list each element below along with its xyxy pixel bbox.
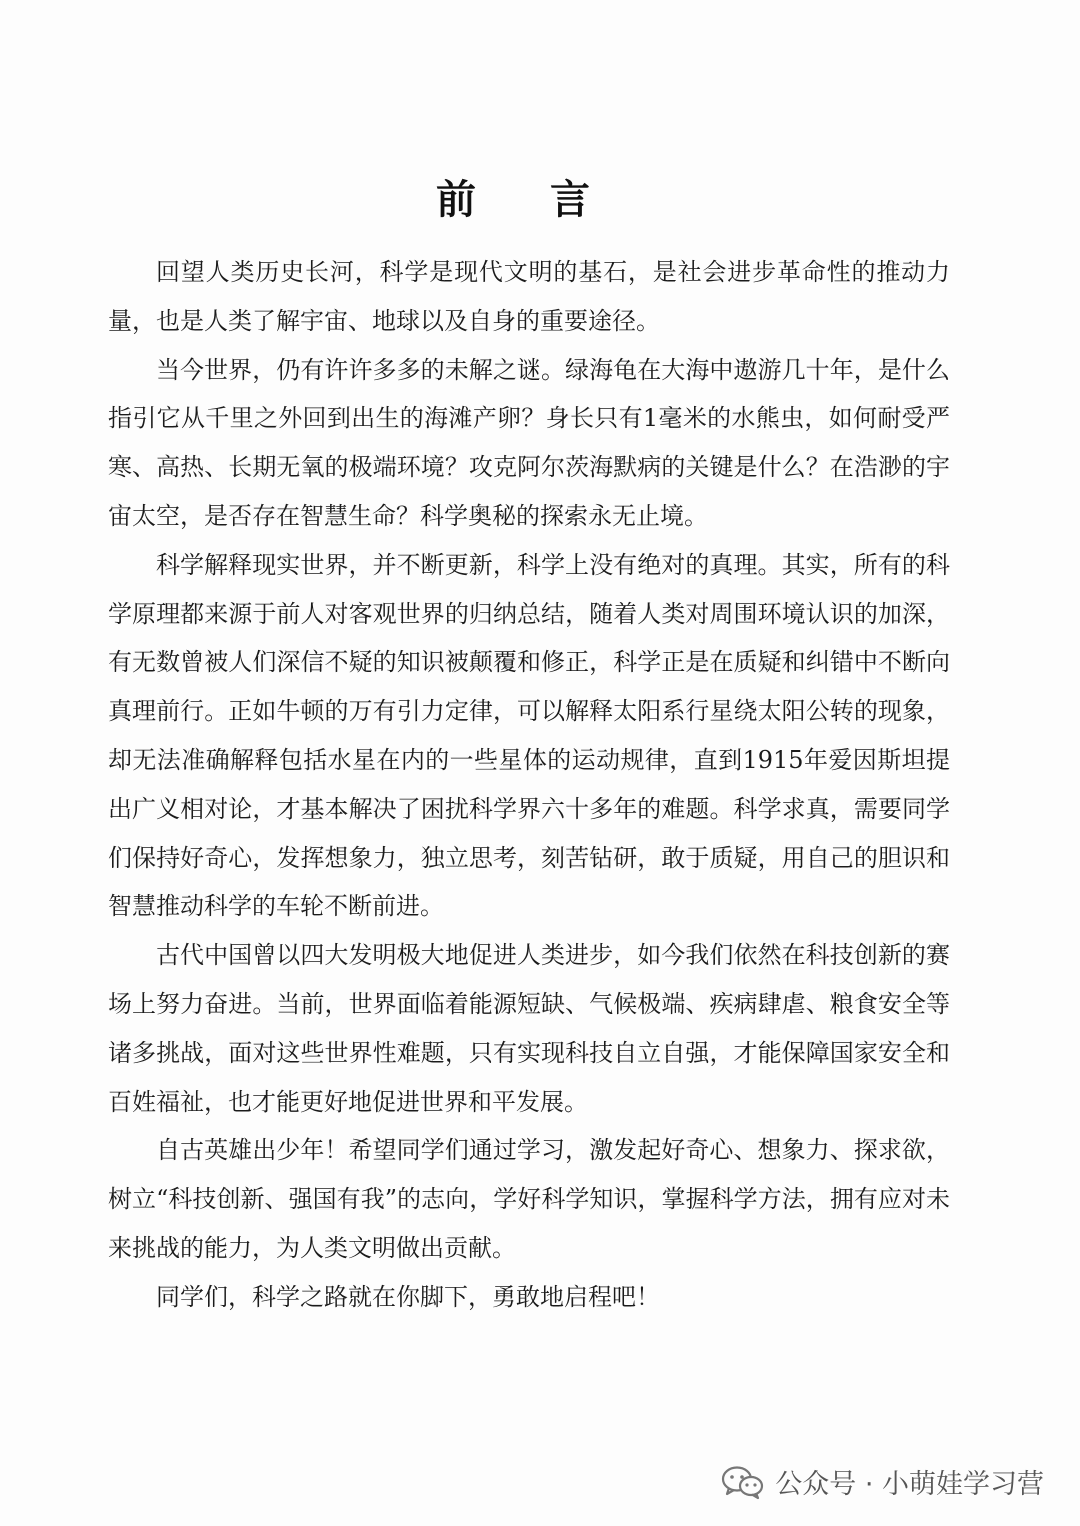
page-title: 前 言 [436, 177, 620, 223]
watermark-text: 公众号 · 小萌娃学习营 [775, 1469, 1044, 1500]
paragraph: 回望人类历史长河，科学是现代文明的基石，是社会进步革命性的推动力量，也是人类了解宇宙、地球以及自身的重要途径。 [108, 258, 950, 335]
paragraph: 古代中国曾以四大发明极大地促进人类进步，如今我们依然在科技创新的赛场上努力奋进。当前，世界面临着能源短缺、气候极端、疾病肆虐、粮食安全等诸多挑战，面对这些世界性难题，只有实现科技自立自强，才能保障国家安全和百姓福祉，也才能更好地促进世界和平发展。 [108, 941, 950, 1116]
paragraph: 当今世界，仍有许许多多的未解之谜。绿海龟在大海中遨游几十年，是什么指引它从千里之外回到出生的海滩产卵？身长只有1毫米的水熊虫，如何耐受严寒、高热、长期无氧的极端环境？攻克阿尔茨海默病的关键是什么？在浩渺的宇宙太空，是否存在智慧生命？科学奥秘的探索永无止境。 [108, 355, 950, 530]
paragraph: 同学们，科学之路就在你脚下，勇敢地启程吧！ [156, 1282, 660, 1311]
preface-body [108, 248, 950, 1322]
wechat-icon [721, 1464, 765, 1500]
paragraph: 自古英雄出少年！希望同学们通过学习，激发起好奇心、想象力、探求欲，树立“科技创新、强国有我”的志向，学好科学知识，掌握科学方法，拥有应对未来挑战的能力，为人类文明做出贡献。 [108, 1136, 950, 1262]
paragraph: 科学解释现实世界，并不断更新，科学上没有绝对的真理。其实，所有的科学原理都来源于前人对客观世界的归纳总结，随着人类对周围环境认识的加深，有无数曾被人们深信不疑的知识被颠覆和修正，科学正是在质疑和纠错中不断向真理前行。正如牛顿的万有引力定律，可以解释太阳系行星绕太阳公转的现象，却无法准确解释包括水星在内的一些星体的运动规律，直到1915年爱因斯坦提出广义相对论，才基本解决了困扰科学界六十多年的难题。科学求真，需要同学们保持好奇心，发挥想象力，独立思考，刻苦钻研，敢于质疑，用自己的胆识和智慧推动科学的车轮不断前进。 [108, 550, 950, 921]
watermark-footer [721, 1462, 1044, 1501]
